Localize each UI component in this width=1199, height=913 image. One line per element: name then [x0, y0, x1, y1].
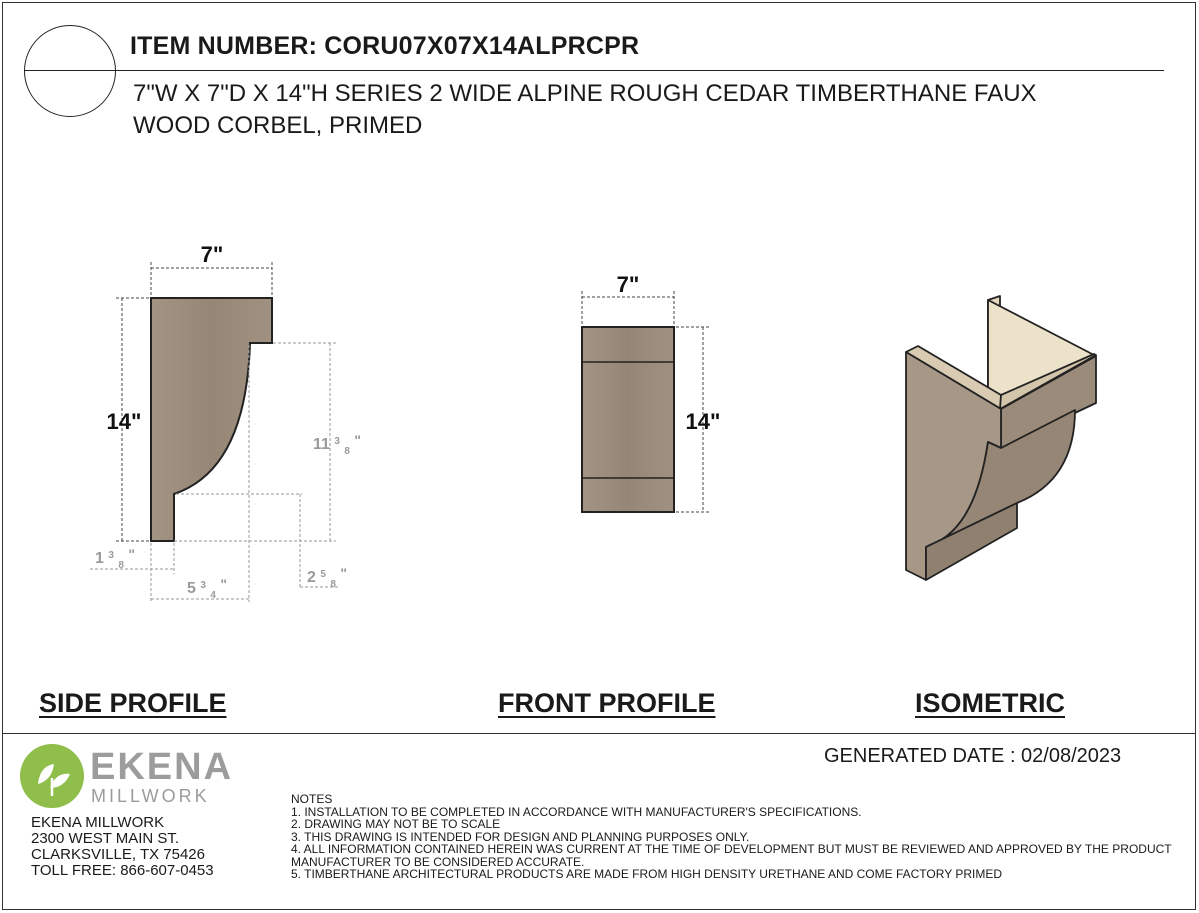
front-profile-label: FRONT PROFILE — [498, 688, 716, 718]
side-bottom-left-label: 1 $^3$ $_8$ " — [95, 546, 136, 571]
address-line: EKENA MILLWORK — [31, 814, 165, 831]
bottom-right-den: 8 — [330, 579, 336, 590]
logo-name: EKENA — [90, 746, 234, 788]
generated-date: GENERATED DATE : 02/08/2023 — [824, 745, 1122, 767]
isometric-drawing — [906, 296, 1096, 580]
notes-title: NOTES — [291, 792, 333, 806]
inner-height-whole: 11 — [313, 436, 330, 453]
side-height-label: 14" — [106, 409, 142, 434]
address-line: 2300 WEST MAIN ST. — [31, 830, 180, 847]
bottom-width-num: 3 — [200, 580, 206, 591]
bottom-left-num: 3 — [108, 550, 114, 561]
bottom-left-den: 8 — [118, 560, 124, 571]
leaf-icon — [20, 744, 84, 808]
footer-divider — [2, 733, 1196, 734]
inner-height-num: 3 — [334, 436, 340, 447]
bottom-right-num: 5 — [320, 569, 326, 580]
side-profile-shape — [151, 298, 272, 541]
front-profile-drawing — [582, 272, 720, 512]
note-item: 4. ALL INFORMATION CONTAINED HEREIN WAS CURRENT AT THE TIME OF DEVELOPMENT BUT MUST BE REVIEWED AND APPROVED BY THE PRODUCT MANUFACTURER TO BE CONSIDERED ACCURATE. — [291, 842, 1172, 869]
note-item: 1. INSTALLATION TO BE COMPLETED IN ACCORDANCE WITH MANUFACTURER'S SPECIFICATIONS. — [291, 804, 862, 819]
bottom-width-whole: 5 — [187, 580, 196, 597]
address-line: TOLL FREE: 866-607-0453 — [31, 862, 214, 879]
notes-block — [291, 793, 1191, 881]
bottom-right-whole: 2 — [307, 569, 316, 586]
side-width-label: 7" — [200, 242, 224, 267]
company-address — [31, 815, 214, 879]
side-profile-drawing — [90, 242, 361, 602]
side-bottom-width-label: 5 $^3$ $_4$ " — [187, 576, 228, 601]
note-item: 5. TIMBERTHANE ARCHITECTURAL PRODUCTS ARE MADE FROM HIGH DENSITY URETHANE AND COME FACTORY PRIMED — [291, 867, 1002, 881]
bottom-left-whole: 1 — [95, 550, 104, 567]
front-profile-shape — [582, 327, 674, 512]
front-width-label: 7" — [616, 272, 640, 297]
product-description: 7"W X 7"D X 14"H SERIES 2 WIDE ALPINE ROUGH CEDAR TIMBERTHANE FAUX WOOD CORBEL, PRIMED — [133, 80, 1037, 139]
logo-subtitle: MILLWORK — [91, 786, 210, 806]
side-profile-label: SIDE PROFILE — [39, 688, 227, 718]
address-line: CLARKSVILLE, TX 75426 — [31, 846, 205, 863]
isometric-label: ISOMETRIC — [915, 688, 1066, 718]
bottom-width-den: 4 — [210, 590, 216, 601]
side-bottom-right-label: 2 $^5$ $_8$ " — [307, 565, 348, 590]
item-number: ITEM NUMBER: CORU07X07X14ALPRCPR — [130, 32, 640, 60]
side-inner-height-label: 11 $^3$ $_8$ " — [313, 432, 362, 457]
note-item: 2. DRAWING MAY NOT BE TO SCALE — [291, 817, 501, 831]
front-height-label: 14" — [685, 409, 721, 434]
ekena-logo-icon — [20, 744, 84, 808]
inner-height-den: 8 — [344, 446, 350, 457]
side-width-dimension — [151, 262, 272, 296]
note-item: 3. THIS DRAWING IS INTENDED FOR DESIGN AND PLANNING PURPOSES ONLY. — [291, 829, 750, 844]
